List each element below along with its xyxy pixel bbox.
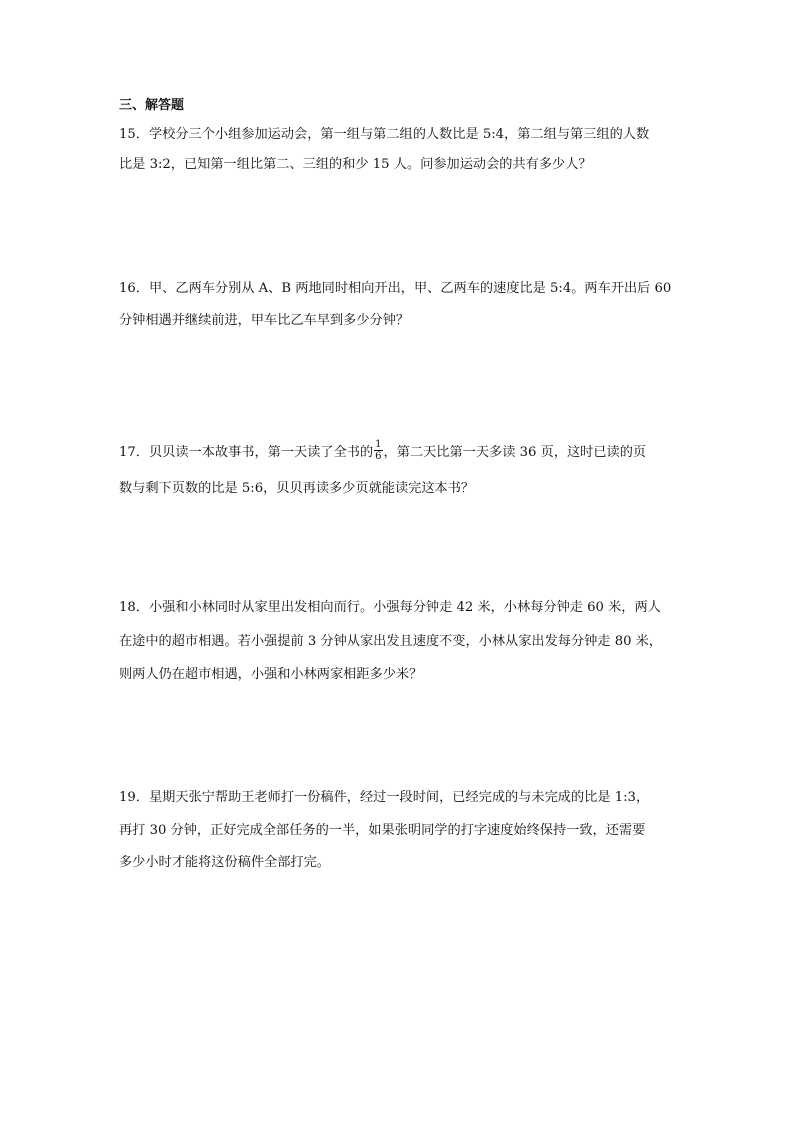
fraction-numerator: 1 [375, 439, 382, 450]
question-16-line-1: 16．甲、乙两车分别从 A、B 两地同时相向开出，甲、乙两车的速度比是 5:4。两车开出后 60 [119, 281, 672, 296]
question-18-line-3: 则两人仍在超市相遇，小强和小林两家相距多少米？ [119, 667, 423, 682]
question-15-line-2: 比是 3:2，已知第一组比第二、三组的和少 15 人。问参加运动会的共有多少人？ [119, 157, 592, 172]
question-17-text-before: 17．贝贝读一本故事书，第一天读了全书的 [119, 445, 374, 460]
question-17-line-2: 数与剩下页数的比是 5:6，贝贝再读多少页就能读完这本书？ [119, 481, 475, 496]
question-19-line-1: 19．星期天张宁帮助王老师打一份稿件，经过一段时间，已经完成的与未完成的比是 1:3， [119, 790, 650, 805]
question-15-line-1: 15．学校分三个小组参加运动会，第一组与第二组的人数比是 5:4，第二组与第三组的人数 [119, 127, 650, 142]
question-19-line-2: 再打 30 分钟，正好完成全部任务的一半，如果张明同学的打字速度始终保持一致，还需要 [119, 823, 646, 838]
fraction-denominator: 6 [375, 451, 382, 462]
question-18-line-1: 18．小强和小林同时从家里出发相向而行。小强每分钟走 42 米，小林每分钟走 60 米，两人 [119, 600, 661, 615]
section-title: 三、解答题 [119, 98, 185, 113]
question-17-line-1 [119, 441, 646, 464]
question-17-text-after: ，第二天比第一天多读 36 页，这时已读的页 [383, 445, 647, 460]
question-18-line-2: 在途中的超市相遇。若小强提前 3 分钟从家出发且速度不变，小林从家出发每分钟走 80 米， [119, 634, 663, 649]
question-19-line-3: 多少小时才能将这份稿件全部打完。 [119, 855, 330, 870]
question-16-line-2: 分钟相遇并继续前进，甲车比乙车早到多少分钟？ [119, 313, 410, 328]
fraction [374, 439, 382, 462]
